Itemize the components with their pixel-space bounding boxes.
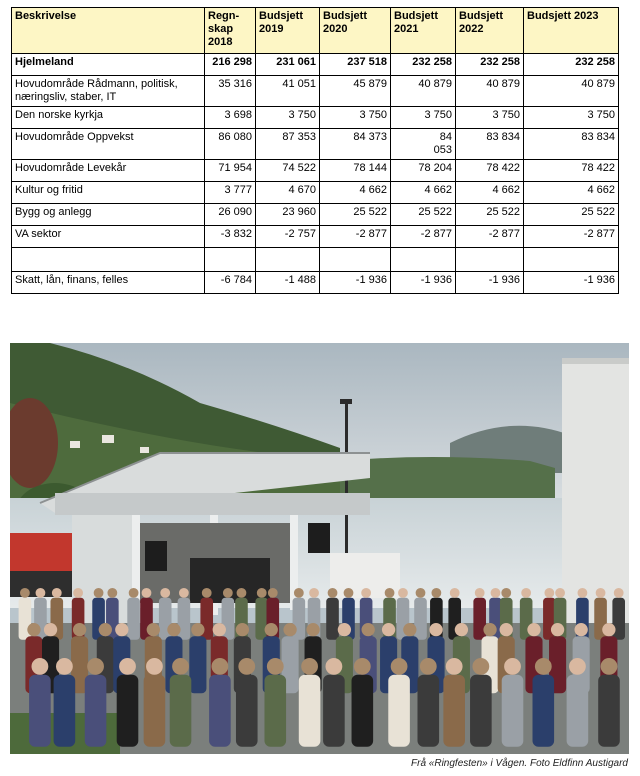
cell-value: 3 698	[205, 107, 256, 129]
cell-value: 35 316	[205, 76, 256, 107]
far-shore	[340, 457, 555, 503]
cell-value: 4 662	[456, 182, 524, 204]
cell-value: 84 053	[391, 129, 456, 160]
row-label: Kultur og fritid	[12, 182, 205, 204]
cell-value: 71 954	[205, 160, 256, 182]
cell-value: 78 422	[456, 160, 524, 182]
cell-value: -1 488	[256, 272, 320, 294]
row-label: Hovudområde Levekår	[12, 160, 205, 182]
right-building	[562, 358, 629, 628]
cell-value: -2 757	[256, 226, 320, 248]
cell-value: 231 061	[256, 54, 320, 76]
cell-value: 26 090	[205, 204, 256, 226]
column-header: Beskrivelse	[12, 8, 205, 54]
cell-value: -1 936	[391, 272, 456, 294]
row-label: Hjelmeland	[12, 54, 205, 76]
cell-value: 4 662	[391, 182, 456, 204]
row-label: Den norske kyrkja	[12, 107, 205, 129]
table-row	[12, 129, 619, 160]
cell-value: 4 662	[320, 182, 391, 204]
table-row	[12, 204, 619, 226]
column-header: Budsjett 2022	[456, 8, 524, 54]
table-row	[12, 54, 619, 76]
cell-value: 3 750	[391, 107, 456, 129]
cell-value: 232 258	[456, 54, 524, 76]
cell-value: -2 877	[391, 226, 456, 248]
cell-value: -2 877	[456, 226, 524, 248]
cell-value: -2 877	[320, 226, 391, 248]
cell-value: -6 784	[205, 272, 256, 294]
cell-value: 25 522	[320, 204, 391, 226]
cell-value: 3 777	[205, 182, 256, 204]
cell-value: 84 373	[320, 129, 391, 160]
cell-value	[320, 248, 391, 272]
cell-value: 83 834	[456, 129, 524, 160]
cell-value	[456, 248, 524, 272]
row-label: Bygg og anlegg	[12, 204, 205, 226]
cell-value	[391, 248, 456, 272]
cell-value	[256, 248, 320, 272]
cell-value: 78 422	[524, 160, 619, 182]
column-header: Budsjett 2023	[524, 8, 619, 54]
table-row	[12, 76, 619, 107]
row-label	[12, 248, 205, 272]
cell-value: -1 936	[524, 272, 619, 294]
cell-value: 40 879	[456, 76, 524, 107]
budget-table	[11, 7, 619, 294]
table-row	[12, 272, 619, 294]
cell-value: -2 877	[524, 226, 619, 248]
cell-value: -3 832	[205, 226, 256, 248]
cell-value: 78 204	[391, 160, 456, 182]
table-header-row	[12, 8, 619, 54]
table-row	[12, 248, 619, 272]
cell-value: 4 662	[524, 182, 619, 204]
cell-value: 25 522	[524, 204, 619, 226]
cell-value: 41 051	[256, 76, 320, 107]
table-row	[12, 160, 619, 182]
cell-value: 87 353	[256, 129, 320, 160]
cell-value: 40 879	[391, 76, 456, 107]
cell-value: 216 298	[205, 54, 256, 76]
column-header: Budsjett 2020	[320, 8, 391, 54]
cell-value: 3 750	[524, 107, 619, 129]
cell-value: 3 750	[320, 107, 391, 129]
red-bridge	[10, 533, 75, 571]
cell-value: -1 936	[456, 272, 524, 294]
column-header: Budsjett 2019	[256, 8, 320, 54]
event-photo	[10, 343, 629, 754]
cell-value: 237 518	[320, 54, 391, 76]
table-body	[12, 54, 619, 294]
cell-value: 3 750	[256, 107, 320, 129]
column-header: Budsjett 2021	[391, 8, 456, 54]
table-row	[12, 107, 619, 129]
cell-value: 232 258	[391, 54, 456, 76]
cell-value: 4 670	[256, 182, 320, 204]
cell-value: 83 834	[524, 129, 619, 160]
cell-value: 45 879	[320, 76, 391, 107]
cell-value: 23 960	[256, 204, 320, 226]
cell-value	[524, 248, 619, 272]
row-label: Skatt, lån, finans, felles	[12, 272, 205, 294]
cell-value: 86 080	[205, 129, 256, 160]
column-header: Regn- skap 2018	[205, 8, 256, 54]
cell-value: 232 258	[524, 54, 619, 76]
photo-illustration	[10, 343, 629, 754]
cell-value: -1 936	[320, 272, 391, 294]
cell-value: 78 144	[320, 160, 391, 182]
cell-value: 40 879	[524, 76, 619, 107]
row-label: Hovudområde Rådmann, politisk, næringsliv, staber, IT	[12, 76, 205, 107]
photo-caption: Frå «Ringfesten» i Vågen. Foto Eldfinn Austigard	[411, 758, 628, 769]
table-row	[12, 226, 619, 248]
cell-value: 3 750	[456, 107, 524, 129]
cell-value: 25 522	[391, 204, 456, 226]
table-row	[12, 182, 619, 204]
row-label: VA sektor	[12, 226, 205, 248]
row-label: Hovudområde Oppvekst	[12, 129, 205, 160]
cell-value: 74 522	[256, 160, 320, 182]
cell-value: 25 522	[456, 204, 524, 226]
cell-value	[205, 248, 256, 272]
